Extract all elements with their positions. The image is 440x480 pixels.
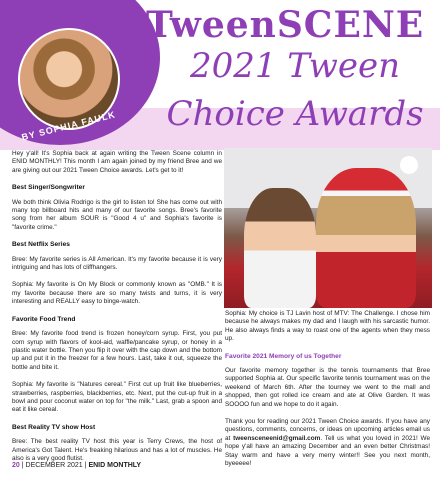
contact-email[interactable]: tweensceneenid@gmail.com: [233, 434, 321, 442]
paragraph: Hey y'all! It's Sophia back at again writing the Tween Scene column in ENID MONTHLY! This month I am again joined by my friend Bree and we are giving out our 2021 Tween Choice awards. Let's get to it!: [12, 150, 222, 174]
paragraph: Bree: The best reality TV host this year is Terry Crews, the host of America's Got Talent. He's freaking hilarious and has a lot of muscles. He also is a very good flutist.: [12, 438, 222, 462]
friends-photo: [224, 148, 432, 308]
magazine-name: ENID MONTHLY: [88, 462, 142, 469]
closing-text: Thank you for reading our 2021 Tween Choice awards. If you have any questions, comments, concerns, or ideas on upcoming articles email us at: [225, 418, 430, 442]
paragraph: Bree: My favorite food trend is frozen honey/corn syrup. First, you put corn syrup with flavors of kool-aid, waffle/pancake syrup, or honey in a plastic water bottle. Then you flip it over with the cap down and the bottom up and put it in the freezer for a few hours. Last, take it out, squeeze the bottle and bite it.: [12, 330, 222, 371]
paragraph: We both think Olivia Rodrigo is the girl to listen to! She has come out with many top billboard hits and many of our favorite songs. Bree's favorite song from her album SOUR is "Good 4 u" and Sophia's favorite is "favorite crime.": [12, 198, 222, 231]
closing-text-end: . Tell us what you loved in 2021! We hope y'all have an amazing December and an even better Christmas! Stay warm and have a very merry winter!! See you next month, byeeeee!: [225, 434, 431, 468]
column-title-scene: SCENE: [276, 4, 425, 46]
left-column: [12, 150, 222, 472]
issue-date: DECEMBER 2021: [25, 462, 83, 469]
section-heading: Best Singer/Songwriter: [12, 184, 85, 192]
page-number: 20: [12, 462, 20, 469]
section-heading: Best Netflix Series: [12, 241, 70, 249]
paragraph: Our favorite memory together is the tennis tournaments that Bree supported Sophia at. Our specific favorite tennis tournament was on the weekend of March 6th. After the tourney we went to the mall and shopped, then got rolled ice cream and ate at Olive Garden. It was SOOOO fun and we hope to do it again.: [225, 367, 430, 408]
article-header: [0, 0, 440, 150]
page-footer: [12, 462, 141, 469]
author-byline: BY SOPHIA FAULK: [20, 109, 117, 143]
paragraph: Bree: My favorite series is All American. It's my favorite because it is very intriguing and has lots of cliffhangers.: [12, 255, 222, 272]
right-column: [225, 310, 430, 478]
footer-separator: |: [84, 462, 89, 469]
santa-hat-pompom: [400, 156, 418, 174]
section-heading: Favorite Food Trend: [12, 315, 76, 323]
paragraph: Sophia: My favorite is "Natures cereal." First cut up fruit like blueberries, strawberries, raspberries, blackberries, etc. Next, put the cut-up fruit in a bowl and pour coconut water on top for "the milk." Last, grab a spoon and eat it like cereal.: [12, 381, 222, 414]
section-heading: Favorite 2021 Memory of us Together: [225, 352, 342, 360]
closing-paragraph: [225, 418, 430, 468]
column-title: [146, 4, 424, 46]
column-title-tween: Tween: [146, 4, 277, 46]
paragraph: Sophia: My choice is TJ Lavin host of MTV: The Challenge. I chose him because he always makes my dad and I laugh with his sarcastic humor. He also always finds a way to roast one of the agents when they mess up.: [225, 310, 430, 343]
paragraph: Sophia: My favorite is On My Block or commonly known as "OMB." It is my favorite because there are so many twists and turns, it is very interesting and REALLY easy to binge-watch.: [12, 281, 222, 306]
photo-person-left: [244, 188, 316, 308]
section-heading: Best Reality TV show Host: [12, 423, 96, 431]
footer-separator: |: [21, 462, 26, 469]
article-title-line2: Choice Awards: [166, 94, 424, 134]
article-title-line1: 2021 Tween: [189, 46, 401, 86]
photo-person-right: [316, 168, 416, 308]
